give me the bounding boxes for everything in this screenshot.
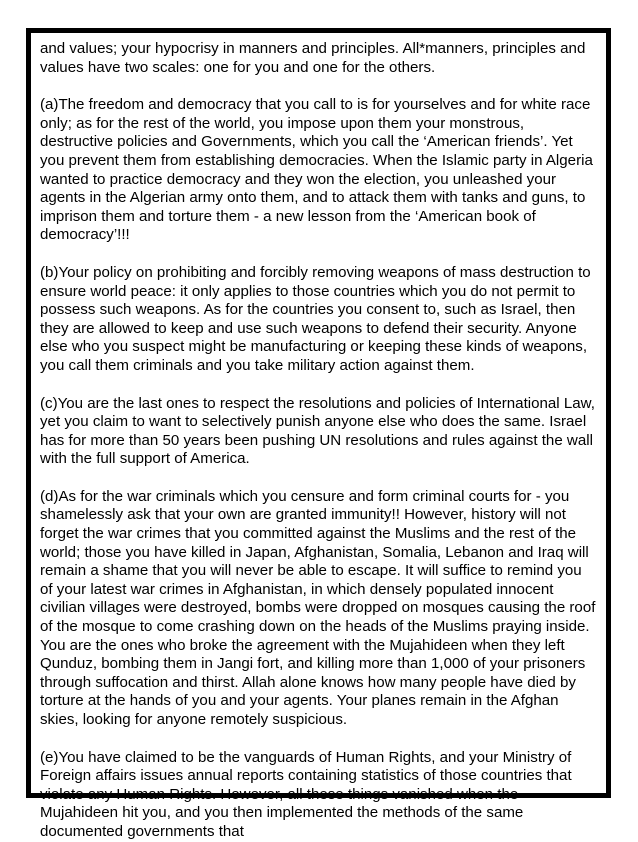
paragraph-e: (e)You have claimed to be the vanguards of Human Rights, and your Ministry of Foreign affairs issues annual reports containing statistics of those countries that violate any Human Rights. However, all these things vanished when the Mujahideen hit you, and you then implemented the methods of the same documented governments that	[40, 748, 572, 840]
paragraph-intro: and values; your hypocrisy in manners and principles. All*manners, principles and values have two scales: one for you and one for the others.	[40, 40, 586, 76]
paragraph-b: (b)Your policy on prohibiting and forcibly removing weapons of mass destruction to ensure world peace: it only applies to those countries which you do not permit to possess such weapons. As for the countries you consent to, such as Israel, then they are allowed to keep and use such weapons to defend their security. Anyone else who you suspect might be manufacturing or keeping these kinds of weapons, you call them criminals and you take military action against them.	[40, 263, 591, 374]
page-border-frame	[26, 28, 611, 840]
paragraph-c: (c)You are the last ones to respect the resolutions and policies of International Law, yet you claim to want to selectively punish anyone else who does the same. Israel has for more than 50 years been pushing UN resolutions and rules against the wall with the full support of America.	[40, 394, 595, 468]
paragraph-d: (d)As for the war criminals which you censure and form criminal courts for - you shamelessly ask that your own are granted immunity!! However, history will not forget the war crimes that you committed against the Muslims and the rest of the world; those you have killed in Japan, Afghanistan, Somalia, Lebanon and Iraq will remain a shame that you will never be able to escape. It will suffice to remind you of your latest war crimes in Afghanistan, in which densely populated innocent civilian villages were destroyed, bombs were dropped on mosques causing the roof of the mosque to come crashing down on the heads of the Muslims praying inside. You are the ones who broke the agreement with the Mujahideen when they left Qunduz, bombing them in Jangi fort, and killing more than 1,000 of your prisoners through suffocation and thirst. Allah alone knows how many people have died by torture at the hands of you and your agents. Your planes remain in the Afghan skies, looking for anyone remotely suspicious.	[40, 487, 596, 728]
paragraph-a: (a)The freedom and democracy that you call to is for yourselves and for white race only; as for the rest of the world, you impose upon them your monstrous, destructive policies and Governments, which you call the ‘American friends’. Yet you prevent them from establishing democracies. When the Islamic party in Algeria wanted to practice democracy and they won the election, you unleashed your agents in the Algerian army onto them, and to attack them with tanks and guns, to imprison them and torture them - a new lesson from the ‘American book of democracy’!!!	[40, 96, 593, 244]
